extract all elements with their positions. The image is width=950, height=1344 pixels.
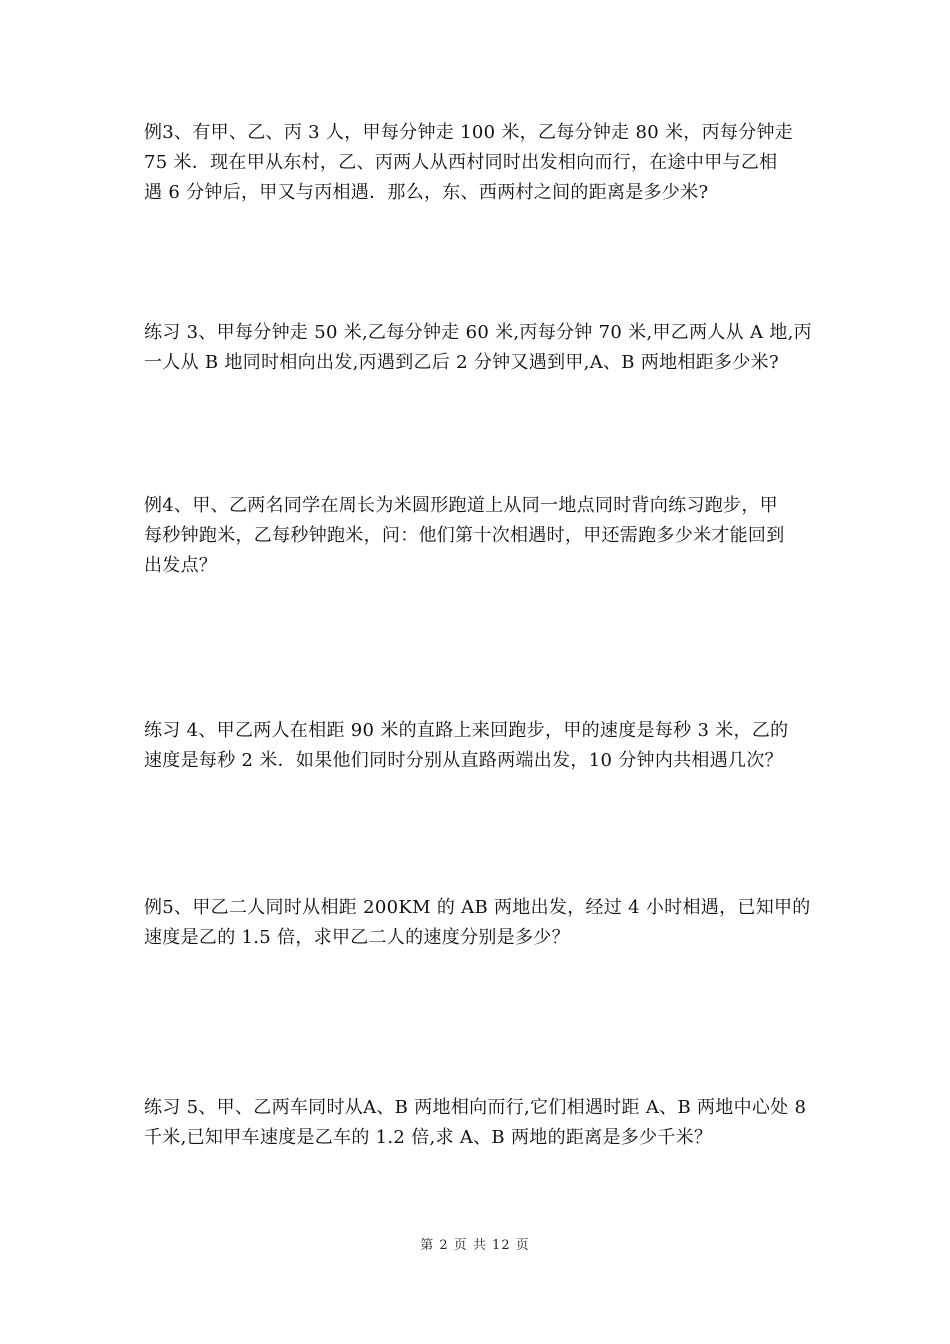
- example-4: [144, 491, 824, 581]
- exercise-3: [144, 318, 824, 378]
- exercise-4-line-1: 练习 4、甲乙两人在相距 90 米的直路上来回跑步，甲的速度是每秒 3 米，乙的: [144, 720, 789, 741]
- example-5-line-1: 例5、甲乙二人同时从相距 200KM 的 AB 两地出发，经过 4 小时相遇，已知甲的: [144, 897, 811, 918]
- exercise-5: [144, 1093, 824, 1153]
- example-4-line-3: 出发点？: [144, 555, 218, 576]
- example-4-line-2: 每秒钟跑米，乙每秒钟跑米，问：他们第十次相遇时，甲还需跑多少米才能回到: [144, 525, 785, 546]
- exercise-5-line-2: 千米,已知甲车速度是乙车的 1.2 倍,求 A、B 两地的距离是多少千米？: [144, 1127, 713, 1148]
- exercise-3-line-1: 练习 3、甲每分钟走 50 米,乙每分钟走 60 米,丙每分钟 70 米,甲乙两人从 A 地,丙: [144, 322, 812, 343]
- exercise-4-line-2: 速度是每秒 2 米．如果他们同时分别从直路两端出发，10 分钟内共相遇几次？: [144, 750, 783, 771]
- page-number-footer: 第 2 页 共 12 页: [420, 1238, 530, 1253]
- example-5: [144, 893, 824, 953]
- example-3-line-1: 例3、有甲、乙、丙 3 人，甲每分钟走 100 米，乙每分钟走 80 米，丙每分钟走: [144, 122, 794, 143]
- example-5-line-2: 速度是乙的 1.5 倍，求甲乙二人的速度分别是多少？: [144, 927, 570, 948]
- exercise-3-line-2: 一人从 B 地同时相向出发,丙遇到乙后 2 分钟又遇到甲,A、B 两地相距多少米?: [144, 352, 779, 373]
- exercise-4: [144, 716, 824, 776]
- example-3-line-3: 遇 6 分钟后，甲又与丙相遇．那么，东、西两村之间的距离是多少米?: [144, 182, 709, 203]
- example-4-line-1: 例4、甲、乙两名同学在周长为米圆形跑道上从同一地点同时背向练习跑步，甲: [144, 495, 778, 516]
- example-3: [144, 118, 824, 208]
- exercise-5-line-1: 练习 5、甲、乙两车同时从A、B 两地相向而行,它们相遇时距 A、B 两地中心处 8: [144, 1097, 807, 1118]
- example-3-line-2: 75 米．现在甲从东村，乙、丙两人从西村同时出发相向而行，在途中甲与乙相: [144, 152, 778, 173]
